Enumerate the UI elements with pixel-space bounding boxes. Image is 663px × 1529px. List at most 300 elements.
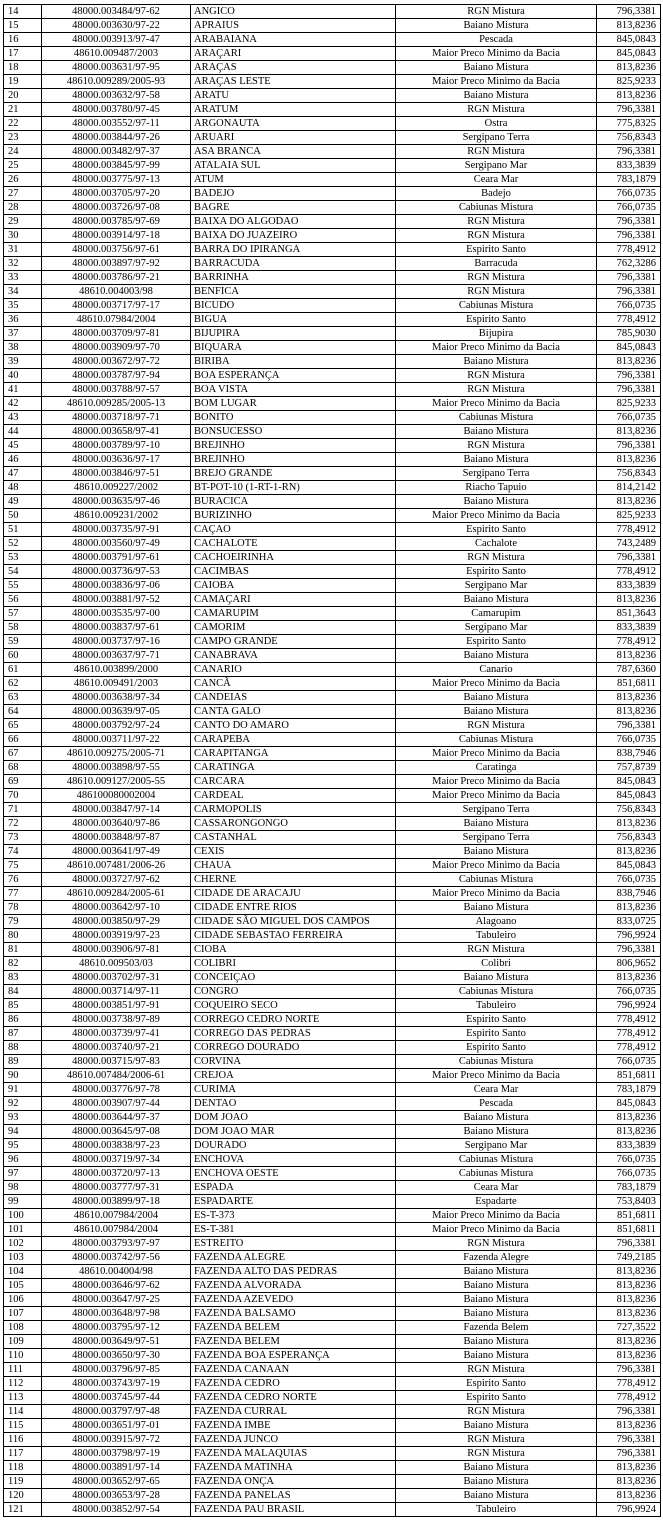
process-number-cell: 48000.003649/97-51 bbox=[42, 1335, 191, 1349]
price-cell: 813,8236 bbox=[597, 1293, 661, 1307]
row-number-cell: 14 bbox=[4, 5, 42, 19]
reference-oil-cell: Alagoano bbox=[396, 915, 597, 929]
reference-oil-cell: Sergipano Terra bbox=[396, 131, 597, 145]
price-cell: 796,3381 bbox=[597, 383, 661, 397]
table-row bbox=[4, 313, 661, 327]
row-number-cell: 75 bbox=[4, 859, 42, 873]
field-name-cell: FAZENDA ALEGRE bbox=[191, 1251, 396, 1265]
price-cell: 838,7946 bbox=[597, 747, 661, 761]
field-name-cell: FAZENDA BELEM bbox=[191, 1321, 396, 1335]
price-cell: 766,0735 bbox=[597, 1153, 661, 1167]
reference-oil-cell: RGN Mistura bbox=[396, 229, 597, 243]
row-number-cell: 22 bbox=[4, 117, 42, 131]
price-cell: 825,9233 bbox=[597, 75, 661, 89]
process-number-cell: 48000.003650/97-30 bbox=[42, 1349, 191, 1363]
process-number-cell: 48610.007484/2006-61 bbox=[42, 1069, 191, 1083]
table-row bbox=[4, 1181, 661, 1195]
reference-oil-cell: Ceara Mar bbox=[396, 173, 597, 187]
row-number-cell: 54 bbox=[4, 565, 42, 579]
price-cell: 796,3381 bbox=[597, 1447, 661, 1461]
row-number-cell: 17 bbox=[4, 47, 42, 61]
field-name-cell: ANGICO bbox=[191, 5, 396, 19]
row-number-cell: 107 bbox=[4, 1307, 42, 1321]
field-name-cell: CORREGO DOURADO bbox=[191, 1041, 396, 1055]
table-row bbox=[4, 481, 661, 495]
reference-oil-cell: Espirito Santo bbox=[396, 1377, 597, 1391]
row-number-cell: 58 bbox=[4, 621, 42, 635]
table-row bbox=[4, 649, 661, 663]
process-number-cell: 48000.003702/97-31 bbox=[42, 971, 191, 985]
table-row bbox=[4, 271, 661, 285]
process-number-cell: 48000.003897/97-92 bbox=[42, 257, 191, 271]
field-name-cell: CONCEIÇAO bbox=[191, 971, 396, 985]
price-cell: 778,4912 bbox=[597, 1377, 661, 1391]
reference-oil-cell: Barracuda bbox=[396, 257, 597, 271]
table-row bbox=[4, 1489, 661, 1503]
table-row bbox=[4, 1307, 661, 1321]
table-row bbox=[4, 915, 661, 929]
table-row bbox=[4, 523, 661, 537]
field-name-cell: BURIZINHO bbox=[191, 509, 396, 523]
table-row bbox=[4, 89, 661, 103]
process-number-cell: 48610.009284/2005-61 bbox=[42, 887, 191, 901]
field-name-cell: ENCHOVA OESTE bbox=[191, 1167, 396, 1181]
field-name-cell: ASA BRANCA bbox=[191, 145, 396, 159]
row-number-cell: 98 bbox=[4, 1181, 42, 1195]
field-name-cell: BAGRE bbox=[191, 201, 396, 215]
row-number-cell: 79 bbox=[4, 915, 42, 929]
field-name-cell: CURIMA bbox=[191, 1083, 396, 1097]
reference-oil-cell: Baiano Mistura bbox=[396, 705, 597, 719]
table-row bbox=[4, 635, 661, 649]
row-number-cell: 37 bbox=[4, 327, 42, 341]
reference-oil-cell: Espirito Santo bbox=[396, 243, 597, 257]
table-row bbox=[4, 1223, 661, 1237]
table-row bbox=[4, 621, 661, 635]
row-number-cell: 34 bbox=[4, 285, 42, 299]
process-number-cell: 48000.003740/97-21 bbox=[42, 1041, 191, 1055]
table-row bbox=[4, 1167, 661, 1181]
table-row bbox=[4, 5, 661, 19]
row-number-cell: 56 bbox=[4, 593, 42, 607]
process-number-cell: 48000.003793/97-97 bbox=[42, 1237, 191, 1251]
price-cell: 814,2142 bbox=[597, 481, 661, 495]
field-name-cell: BOM LUGAR bbox=[191, 397, 396, 411]
price-cell: 796,3381 bbox=[597, 215, 661, 229]
price-cell: 813,8236 bbox=[597, 649, 661, 663]
row-number-cell: 97 bbox=[4, 1167, 42, 1181]
row-number-cell: 101 bbox=[4, 1223, 42, 1237]
reference-oil-cell: Maior Preco Minimo da Bacia bbox=[396, 1209, 597, 1223]
table-row bbox=[4, 1125, 661, 1139]
process-number-cell: 48000.003788/97-57 bbox=[42, 383, 191, 397]
reference-oil-cell: Sergipano Mar bbox=[396, 1139, 597, 1153]
table-row bbox=[4, 397, 661, 411]
field-name-cell: FAZENDA IMBE bbox=[191, 1419, 396, 1433]
row-number-cell: 105 bbox=[4, 1279, 42, 1293]
reference-oil-cell: Espirito Santo bbox=[396, 1013, 597, 1027]
row-number-cell: 92 bbox=[4, 1097, 42, 1111]
table-row bbox=[4, 663, 661, 677]
price-cell: 766,0735 bbox=[597, 411, 661, 425]
process-number-cell: 48000.003844/97-26 bbox=[42, 131, 191, 145]
field-name-cell: CEXIS bbox=[191, 845, 396, 859]
row-number-cell: 38 bbox=[4, 341, 42, 355]
table-row bbox=[4, 845, 661, 859]
process-number-cell: 48000.003838/97-23 bbox=[42, 1139, 191, 1153]
price-cell: 845,0843 bbox=[597, 775, 661, 789]
reference-oil-cell: Baiano Mistura bbox=[396, 1111, 597, 1125]
field-name-cell: CIDADE SÃO MIGUEL DOS CAMPOS bbox=[191, 915, 396, 929]
process-number-cell: 48000.003641/97-49 bbox=[42, 845, 191, 859]
field-name-cell: BOA VISTA bbox=[191, 383, 396, 397]
row-number-cell: 77 bbox=[4, 887, 42, 901]
reference-oil-cell: Maior Preco Minimo da Bacia bbox=[396, 1069, 597, 1083]
field-name-cell: BONSUCESSO bbox=[191, 425, 396, 439]
field-name-cell: CANARIO bbox=[191, 663, 396, 677]
row-number-cell: 63 bbox=[4, 691, 42, 705]
price-cell: 796,9924 bbox=[597, 999, 661, 1013]
table-row bbox=[4, 551, 661, 565]
table-row bbox=[4, 117, 661, 131]
reference-oil-cell: RGN Mistura bbox=[396, 1363, 597, 1377]
field-name-cell: FAZENDA BALSAMO bbox=[191, 1307, 396, 1321]
reference-oil-cell: Cabiunas Mistura bbox=[396, 985, 597, 999]
process-number-cell: 48610.009227/2002 bbox=[42, 481, 191, 495]
process-number-cell: 48000.003851/97-91 bbox=[42, 999, 191, 1013]
row-number-cell: 45 bbox=[4, 439, 42, 453]
row-number-cell: 43 bbox=[4, 411, 42, 425]
field-name-cell: BREJO GRANDE bbox=[191, 467, 396, 481]
field-name-cell: ARABAIANA bbox=[191, 33, 396, 47]
reference-oil-cell: Baiano Mistura bbox=[396, 1461, 597, 1475]
reference-oil-cell: Sergipano Terra bbox=[396, 467, 597, 481]
field-name-cell: ENCHOVA bbox=[191, 1153, 396, 1167]
row-number-cell: 31 bbox=[4, 243, 42, 257]
reference-oil-cell: RGN Mistura bbox=[396, 383, 597, 397]
table-row bbox=[4, 243, 661, 257]
table-row bbox=[4, 1349, 661, 1363]
price-cell: 813,8236 bbox=[597, 705, 661, 719]
process-number-cell: 48000.003899/97-18 bbox=[42, 1195, 191, 1209]
field-name-cell: DOM JOAO bbox=[191, 1111, 396, 1125]
table-row bbox=[4, 1335, 661, 1349]
process-number-cell: 48000.003775/97-13 bbox=[42, 173, 191, 187]
field-name-cell: BENFICA bbox=[191, 285, 396, 299]
price-cell: 796,3381 bbox=[597, 943, 661, 957]
reference-oil-cell: Fazenda Belem bbox=[396, 1321, 597, 1335]
row-number-cell: 46 bbox=[4, 453, 42, 467]
process-number-cell: 48000.003715/97-83 bbox=[42, 1055, 191, 1069]
table-row bbox=[4, 971, 661, 985]
row-number-cell: 23 bbox=[4, 131, 42, 145]
reference-oil-cell: RGN Mistura bbox=[396, 551, 597, 565]
field-name-cell: CIDADE ENTRE RIOS bbox=[191, 901, 396, 915]
row-number-cell: 25 bbox=[4, 159, 42, 173]
process-number-cell: 48000.003552/97-11 bbox=[42, 117, 191, 131]
reference-oil-cell: Ostra bbox=[396, 117, 597, 131]
table-row bbox=[4, 383, 661, 397]
process-number-cell: 48000.003638/97-34 bbox=[42, 691, 191, 705]
row-number-cell: 15 bbox=[4, 19, 42, 33]
table-row bbox=[4, 509, 661, 523]
row-number-cell: 82 bbox=[4, 957, 42, 971]
field-name-cell: BADEJO bbox=[191, 187, 396, 201]
row-number-cell: 32 bbox=[4, 257, 42, 271]
process-number-cell: 48000.003637/97-71 bbox=[42, 649, 191, 663]
row-number-cell: 48 bbox=[4, 481, 42, 495]
field-name-cell: CAIOBA bbox=[191, 579, 396, 593]
reference-oil-cell: Tabuleiro bbox=[396, 929, 597, 943]
field-name-cell: CARAPEBA bbox=[191, 733, 396, 747]
process-number-cell: 48000.003796/97-85 bbox=[42, 1363, 191, 1377]
row-number-cell: 80 bbox=[4, 929, 42, 943]
price-cell: 743,2489 bbox=[597, 537, 661, 551]
row-number-cell: 59 bbox=[4, 635, 42, 649]
reference-oil-cell: Baiano Mistura bbox=[396, 1349, 597, 1363]
process-number-cell: 48000.003852/97-54 bbox=[42, 1503, 191, 1517]
row-number-cell: 114 bbox=[4, 1405, 42, 1419]
field-name-cell: CANTA GALO bbox=[191, 705, 396, 719]
table-row bbox=[4, 299, 661, 313]
table-row bbox=[4, 719, 661, 733]
price-cell: 845,0843 bbox=[597, 859, 661, 873]
row-number-cell: 117 bbox=[4, 1447, 42, 1461]
table-row bbox=[4, 411, 661, 425]
reference-oil-cell: Cabiunas Mistura bbox=[396, 1055, 597, 1069]
field-name-cell: ATALAIA SUL bbox=[191, 159, 396, 173]
table-row bbox=[4, 1237, 661, 1251]
field-name-cell: COQUEIRO SECO bbox=[191, 999, 396, 1013]
field-name-cell: FAZENDA ONÇA bbox=[191, 1475, 396, 1489]
price-cell: 813,8236 bbox=[597, 89, 661, 103]
row-number-cell: 109 bbox=[4, 1335, 42, 1349]
reference-oil-cell: Maior Preco Minimo da Bacia bbox=[396, 509, 597, 523]
reference-oil-cell: Sergipano Mar bbox=[396, 621, 597, 635]
price-cell: 796,3381 bbox=[597, 551, 661, 565]
process-number-cell: 48000.003907/97-44 bbox=[42, 1097, 191, 1111]
price-cell: 756,8343 bbox=[597, 831, 661, 845]
process-number-cell: 48000.003791/97-61 bbox=[42, 551, 191, 565]
field-name-cell: BREJINHO bbox=[191, 453, 396, 467]
row-number-cell: 120 bbox=[4, 1489, 42, 1503]
price-cell: 813,8236 bbox=[597, 1265, 661, 1279]
process-number-cell: 48000.003720/97-13 bbox=[42, 1167, 191, 1181]
table-row bbox=[4, 103, 661, 117]
field-name-cell: CARCARA bbox=[191, 775, 396, 789]
price-cell: 851,3643 bbox=[597, 607, 661, 621]
reference-oil-cell: Baiano Mistura bbox=[396, 1125, 597, 1139]
field-name-cell: ARUARI bbox=[191, 131, 396, 145]
process-number-cell: 48000.003837/97-61 bbox=[42, 621, 191, 635]
field-name-cell: FAZENDA PAU BRASIL bbox=[191, 1503, 396, 1517]
process-number-cell: 48000.003891/97-14 bbox=[42, 1461, 191, 1475]
reference-oil-cell: Baiano Mistura bbox=[396, 355, 597, 369]
reference-oil-cell: Cabiunas Mistura bbox=[396, 873, 597, 887]
price-cell: 796,3381 bbox=[597, 1237, 661, 1251]
table-row bbox=[4, 61, 661, 75]
field-name-cell: FAZENDA CANAAN bbox=[191, 1363, 396, 1377]
row-number-cell: 16 bbox=[4, 33, 42, 47]
field-name-cell: DENTAO bbox=[191, 1097, 396, 1111]
field-name-cell: BAIXA DO JUAZEIRO bbox=[191, 229, 396, 243]
price-cell: 766,0735 bbox=[597, 1055, 661, 1069]
field-name-cell: ESPADA bbox=[191, 1181, 396, 1195]
field-name-cell: FAZENDA MATINHA bbox=[191, 1461, 396, 1475]
price-cell: 813,8236 bbox=[597, 593, 661, 607]
table-row bbox=[4, 327, 661, 341]
price-cell: 813,8236 bbox=[597, 971, 661, 985]
reference-oil-cell: Baiano Mistura bbox=[396, 1307, 597, 1321]
table-row bbox=[4, 1055, 661, 1069]
reference-oil-cell: Tabuleiro bbox=[396, 999, 597, 1013]
row-number-cell: 24 bbox=[4, 145, 42, 159]
field-name-cell: ARAÇAS bbox=[191, 61, 396, 75]
price-cell: 778,4912 bbox=[597, 1027, 661, 1041]
price-cell: 833,3839 bbox=[597, 579, 661, 593]
process-number-cell: 48610.009289/2005-93 bbox=[42, 75, 191, 89]
price-cell: 838,7946 bbox=[597, 887, 661, 901]
table-row bbox=[4, 1111, 661, 1125]
process-number-cell: 48000.003714/97-11 bbox=[42, 985, 191, 999]
process-number-cell: 48610.009487/2003 bbox=[42, 47, 191, 61]
reference-oil-cell: Baiano Mistura bbox=[396, 971, 597, 985]
process-number-cell: 48610.003899/2000 bbox=[42, 663, 191, 677]
table-row bbox=[4, 131, 661, 145]
row-number-cell: 85 bbox=[4, 999, 42, 1013]
price-cell: 813,8236 bbox=[597, 495, 661, 509]
reference-oil-cell: Baiano Mistura bbox=[396, 1293, 597, 1307]
field-name-cell: CACHOEIRINHA bbox=[191, 551, 396, 565]
process-number-cell: 48000.003914/97-18 bbox=[42, 229, 191, 243]
reference-oil-cell: Espirito Santo bbox=[396, 1027, 597, 1041]
reference-oil-cell: Baiano Mistura bbox=[396, 1419, 597, 1433]
table-row bbox=[4, 1433, 661, 1447]
process-number-cell: 48000.003658/97-41 bbox=[42, 425, 191, 439]
reference-oil-cell: Baiano Mistura bbox=[396, 19, 597, 33]
reference-oil-cell: RGN Mistura bbox=[396, 5, 597, 19]
field-name-cell: BOA ESPERANÇA bbox=[191, 369, 396, 383]
process-number-cell: 48000.003718/97-71 bbox=[42, 411, 191, 425]
price-cell: 766,0735 bbox=[597, 985, 661, 999]
table-row bbox=[4, 425, 661, 439]
reference-oil-cell: Baiano Mistura bbox=[396, 61, 597, 75]
reference-oil-cell: Baiano Mistura bbox=[396, 649, 597, 663]
process-number-cell: 48000.003651/97-01 bbox=[42, 1419, 191, 1433]
process-number-cell: 48610.009285/2005-13 bbox=[42, 397, 191, 411]
price-cell: 756,8343 bbox=[597, 803, 661, 817]
row-number-cell: 64 bbox=[4, 705, 42, 719]
reference-oil-cell: Sergipano Terra bbox=[396, 831, 597, 845]
process-number-cell: 48000.003743/97-19 bbox=[42, 1377, 191, 1391]
row-number-cell: 95 bbox=[4, 1139, 42, 1153]
process-number-cell: 48000.003789/97-10 bbox=[42, 439, 191, 453]
reference-oil-cell: Baiano Mistura bbox=[396, 1279, 597, 1293]
field-name-cell: CASSARONGONGO bbox=[191, 817, 396, 831]
table-row bbox=[4, 355, 661, 369]
table-row bbox=[4, 1041, 661, 1055]
field-name-cell: CARATINGA bbox=[191, 761, 396, 775]
price-cell: 796,3381 bbox=[597, 1405, 661, 1419]
process-number-cell: 48000.003726/97-08 bbox=[42, 201, 191, 215]
price-cell: 851,6811 bbox=[597, 677, 661, 691]
reference-oil-cell: Cabiunas Mistura bbox=[396, 299, 597, 313]
field-name-cell: BREJINHO bbox=[191, 439, 396, 453]
reference-oil-cell: Maior Preco Minimo da Bacia bbox=[396, 747, 597, 761]
price-cell: 762,3286 bbox=[597, 257, 661, 271]
price-cell: 787,6360 bbox=[597, 663, 661, 677]
process-number-cell: 48000.003797/97-48 bbox=[42, 1405, 191, 1419]
process-number-cell: 48610.009275/2005-71 bbox=[42, 747, 191, 761]
process-number-cell: 48000.003850/97-29 bbox=[42, 915, 191, 929]
process-number-cell: 48000.003909/97-70 bbox=[42, 341, 191, 355]
process-number-cell: 48000.003786/97-21 bbox=[42, 271, 191, 285]
row-number-cell: 110 bbox=[4, 1349, 42, 1363]
row-number-cell: 83 bbox=[4, 971, 42, 985]
process-number-cell: 48610.007984/2004 bbox=[42, 1223, 191, 1237]
table-row bbox=[4, 1251, 661, 1265]
table-row bbox=[4, 47, 661, 61]
price-cell: 778,4912 bbox=[597, 1391, 661, 1405]
price-cell: 783,1879 bbox=[597, 1083, 661, 1097]
process-number-cell: 48000.003672/97-72 bbox=[42, 355, 191, 369]
process-number-cell: 48000.003646/97-62 bbox=[42, 1279, 191, 1293]
price-cell: 766,0735 bbox=[597, 1167, 661, 1181]
table-row bbox=[4, 215, 661, 229]
price-cell: 778,4912 bbox=[597, 523, 661, 537]
row-number-cell: 65 bbox=[4, 719, 42, 733]
reference-oil-cell: Sergipano Terra bbox=[396, 803, 597, 817]
reference-oil-cell: Baiano Mistura bbox=[396, 1335, 597, 1349]
field-name-cell: FAZENDA ALVORADA bbox=[191, 1279, 396, 1293]
price-cell: 813,8236 bbox=[597, 453, 661, 467]
table-row bbox=[4, 733, 661, 747]
reference-oil-cell: RGN Mistura bbox=[396, 271, 597, 285]
process-number-cell: 48000.003644/97-37 bbox=[42, 1111, 191, 1125]
row-number-cell: 94 bbox=[4, 1125, 42, 1139]
table-row bbox=[4, 1475, 661, 1489]
field-name-cell: ARATU bbox=[191, 89, 396, 103]
price-cell: 749,2185 bbox=[597, 1251, 661, 1265]
row-number-cell: 21 bbox=[4, 103, 42, 117]
process-number-cell: 48000.003785/97-69 bbox=[42, 215, 191, 229]
price-cell: 783,1879 bbox=[597, 173, 661, 187]
field-name-cell: CARAPITANGA bbox=[191, 747, 396, 761]
field-name-cell: BARRA DO IPIRANGA bbox=[191, 243, 396, 257]
table-row bbox=[4, 705, 661, 719]
process-number-cell: 48000.003735/97-91 bbox=[42, 523, 191, 537]
table-row bbox=[4, 201, 661, 215]
reference-oil-cell: RGN Mistura bbox=[396, 1405, 597, 1419]
field-name-cell: ES-T-373 bbox=[191, 1209, 396, 1223]
price-cell: 778,4912 bbox=[597, 1041, 661, 1055]
reference-oil-cell: Baiano Mistura bbox=[396, 1475, 597, 1489]
reference-oil-cell: RGN Mistura bbox=[396, 719, 597, 733]
price-cell: 813,8236 bbox=[597, 19, 661, 33]
process-number-cell: 48000.003635/97-46 bbox=[42, 495, 191, 509]
process-number-cell: 48000.003780/97-45 bbox=[42, 103, 191, 117]
price-cell: 845,0843 bbox=[597, 1097, 661, 1111]
process-number-cell: 48610.009231/2002 bbox=[42, 509, 191, 523]
field-name-cell: CAÇAO bbox=[191, 523, 396, 537]
row-number-cell: 69 bbox=[4, 775, 42, 789]
field-name-cell: CANCÃ bbox=[191, 677, 396, 691]
reference-oil-cell: Espirito Santo bbox=[396, 313, 597, 327]
process-number-cell: 48000.003906/97-81 bbox=[42, 943, 191, 957]
row-number-cell: 84 bbox=[4, 985, 42, 999]
field-name-cell: FAZENDA CEDRO bbox=[191, 1377, 396, 1391]
reference-oil-cell: Baiano Mistura bbox=[396, 901, 597, 915]
